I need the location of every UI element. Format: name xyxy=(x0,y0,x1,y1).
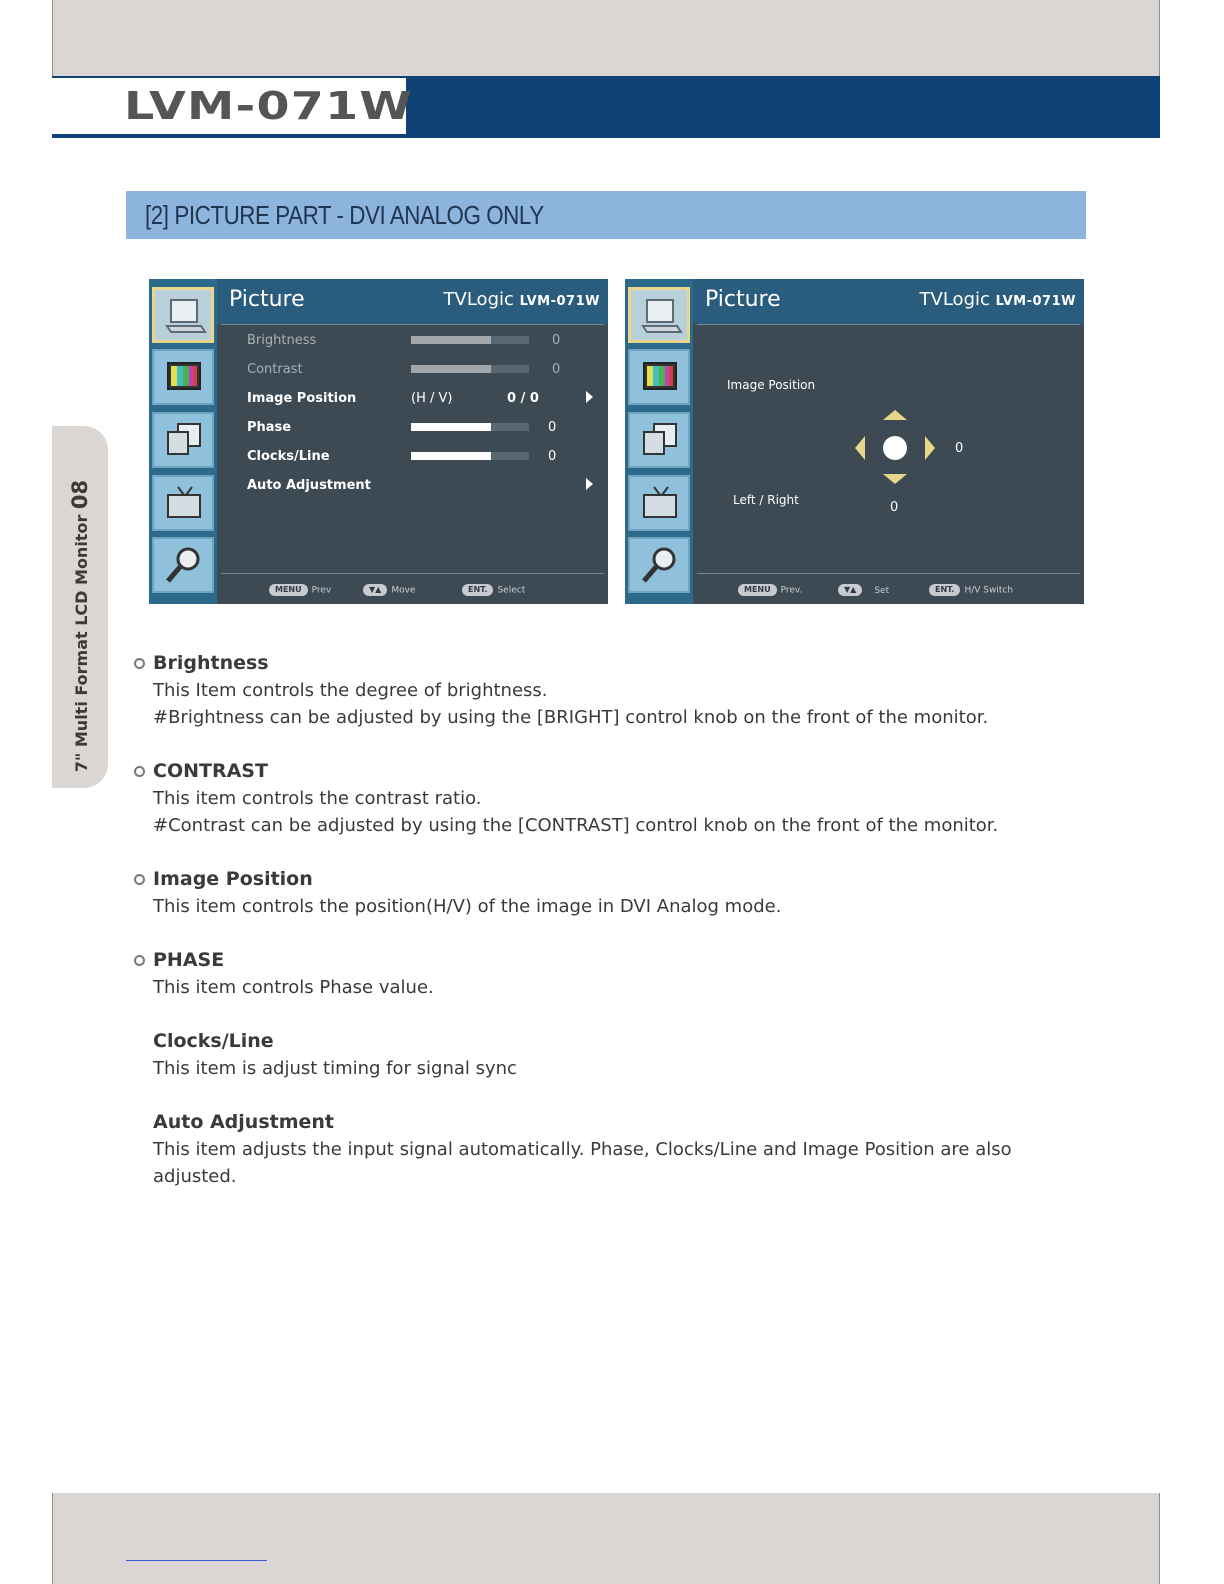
osd-brand-name: TVLogic xyxy=(919,289,990,310)
osd-bar-clocks-line xyxy=(411,452,529,460)
top-band xyxy=(52,0,1160,76)
item-line: This item controls Phase value. xyxy=(153,977,434,998)
osd-value-image-position: 0 / 0 xyxy=(507,391,539,406)
magnifier-icon xyxy=(152,537,214,593)
osd-bar-phase xyxy=(411,423,529,431)
item-heading: Auto Adjustment xyxy=(153,1111,335,1133)
osd-footer-label: Set xyxy=(874,585,890,596)
item-clocks-line xyxy=(153,1028,1113,1082)
osd-image-position-label: Image Position xyxy=(727,378,816,392)
magnifier-icon xyxy=(628,537,690,593)
osd-footer-label: Move xyxy=(391,585,416,596)
submenu-arrow-icon xyxy=(586,391,593,403)
menu-key-icon: MENU xyxy=(738,584,777,596)
item-line: This item controls the position(H/V) of the image in DVI Analog mode. xyxy=(153,896,782,917)
osd-footer xyxy=(217,576,608,604)
item-phase xyxy=(153,947,1113,1001)
osd-footer-label: Select xyxy=(497,585,526,596)
item-image-position xyxy=(153,866,1113,920)
osd-footer-divider xyxy=(221,573,604,574)
osd-footer-select xyxy=(462,584,525,596)
item-line: This item controls the contrast ratio. xyxy=(153,788,482,809)
osd-left-right-label: Left / Right xyxy=(733,493,799,507)
osd-title: Picture xyxy=(705,287,781,312)
osd-value-phase: 0 xyxy=(548,420,557,435)
enter-key-icon: ENT. xyxy=(462,584,493,596)
item-heading: Clocks/Line xyxy=(153,1030,274,1052)
item-line: This item adjusts the input signal automatically. Phase, Clocks/Line and Image Position are also xyxy=(153,1139,1012,1160)
bottom-link-underline xyxy=(126,1560,267,1561)
osd-bar-contrast xyxy=(411,365,529,373)
item-brightness xyxy=(153,650,1113,731)
bullet-icon xyxy=(134,658,145,669)
side-tab-text xyxy=(68,480,92,772)
tv-icon xyxy=(152,475,214,531)
osd-footer-label: Prev xyxy=(311,585,332,596)
section-title: [2] PICTURE PART - DVI ANALOG ONLY xyxy=(145,200,544,230)
osd-footer xyxy=(693,576,1084,604)
multi-screen-icon xyxy=(628,412,690,468)
osd-horizontal-value: 0 xyxy=(955,441,964,456)
tv-icon xyxy=(628,475,690,531)
osd-value-brightness: 0 xyxy=(552,333,561,348)
osd-brand xyxy=(444,289,600,310)
osd-divider xyxy=(697,324,1080,325)
osd-footer-label: H/V Switch xyxy=(964,585,1014,596)
osd-footer-hv-switch xyxy=(929,584,1013,596)
osd-value-clocks-line: 0 xyxy=(548,449,557,464)
model-logo: LVM-071W xyxy=(124,84,414,128)
color-bars-icon xyxy=(628,349,690,405)
bullet-icon xyxy=(134,874,145,885)
osd-picture-menu xyxy=(149,279,608,604)
menu-key-icon: MENU xyxy=(269,584,308,596)
osd-model: LVM-071W xyxy=(995,294,1076,309)
osd-hv-label: (H / V) xyxy=(411,391,453,406)
osd-model: LVM-071W xyxy=(519,294,600,309)
osd-item-phase: Phase xyxy=(247,420,292,435)
item-line: This item is adjust timing for signal sync xyxy=(153,1058,517,1079)
item-line: adjusted. xyxy=(153,1166,237,1187)
item-auto-adjustment xyxy=(153,1109,1113,1190)
osd-footer-prev xyxy=(269,584,331,596)
color-bars-icon xyxy=(152,349,214,405)
osd-item-auto-adjustment: Auto Adjustment xyxy=(247,478,371,493)
bullet-icon xyxy=(134,955,145,966)
item-line: #Contrast can be adjusted by using the [CONTRAST] control knob on the front of the monitor. xyxy=(153,815,999,836)
updown-key-icon: ▼▲ xyxy=(838,584,862,596)
monitor-icon xyxy=(152,287,214,343)
osd-value-contrast: 0 xyxy=(552,362,561,377)
osd-footer-divider xyxy=(697,573,1080,574)
bullet-icon xyxy=(134,766,145,777)
bottom-band xyxy=(52,1493,1160,1584)
osd-divider xyxy=(221,324,604,325)
osd-brand xyxy=(920,289,1076,310)
osd-image-position xyxy=(625,279,1084,604)
osd-footer-set xyxy=(838,584,889,596)
item-contrast xyxy=(153,758,1113,839)
item-heading: CONTRAST xyxy=(153,760,268,782)
osd-footer-move xyxy=(363,584,415,596)
osd-footer-prev xyxy=(738,584,802,596)
direction-pad-icon xyxy=(847,404,947,488)
enter-key-icon: ENT. xyxy=(929,584,960,596)
osd-item-contrast: Contrast xyxy=(247,362,303,377)
submenu-arrow-icon xyxy=(586,478,593,490)
osd-vertical-value: 0 xyxy=(890,500,899,515)
osd-footer-label: Prev. xyxy=(780,585,803,596)
osd-item-brightness: Brightness xyxy=(247,333,317,348)
item-line: #Brightness can be adjusted by using the [BRIGHT] control knob on the front of the monitor. xyxy=(153,707,989,728)
multi-screen-icon xyxy=(152,412,214,468)
osd-title: Picture xyxy=(229,287,305,312)
page-number: 08 xyxy=(68,479,92,510)
updown-key-icon: ▼▲ xyxy=(363,584,387,596)
item-line: This Item controls the degree of brightness. xyxy=(153,680,548,701)
osd-bar-brightness xyxy=(411,336,529,344)
osd-brand-name: TVLogic xyxy=(443,289,514,310)
monitor-icon xyxy=(628,287,690,343)
description-list xyxy=(153,650,1113,1217)
item-heading: Brightness xyxy=(153,652,269,674)
item-heading: Image Position xyxy=(153,868,313,890)
item-heading: PHASE xyxy=(153,949,225,971)
osd-item-clocks-line: Clocks/Line xyxy=(247,449,330,464)
osd-item-image-position: Image Position xyxy=(247,391,357,406)
side-tab-title: 7" Multi Format LCD Monitor xyxy=(72,514,91,773)
